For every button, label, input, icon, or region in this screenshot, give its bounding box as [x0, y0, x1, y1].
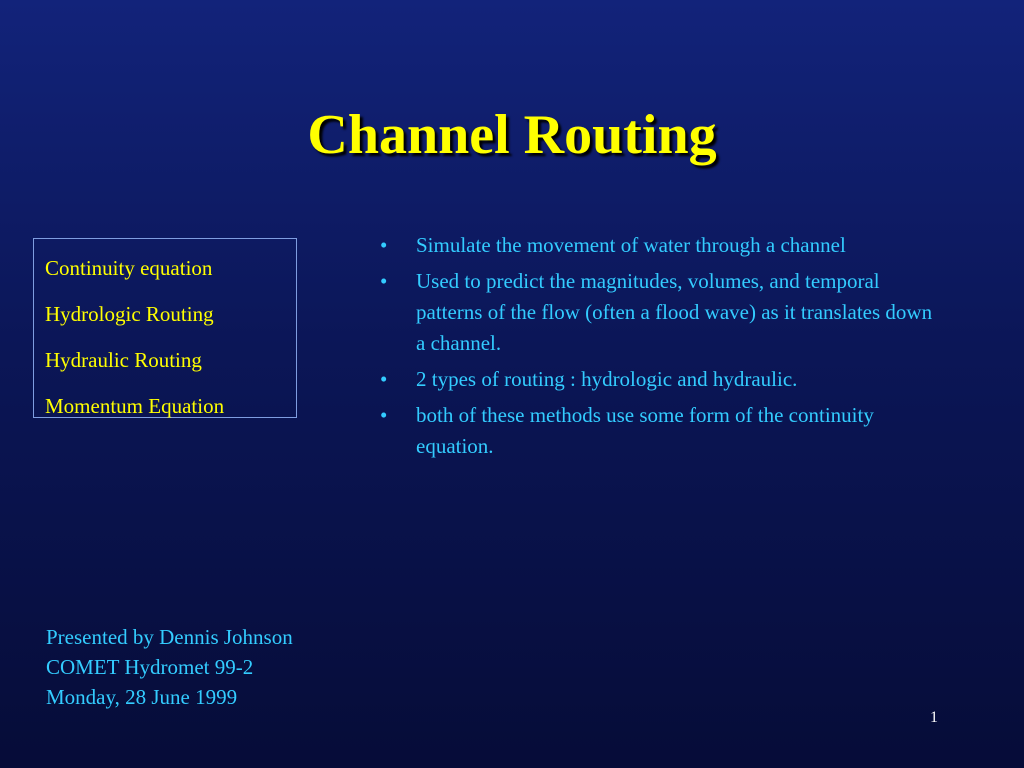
bullet-dot-icon: •: [380, 403, 388, 427]
bullet-dot-icon: •: [380, 233, 388, 257]
bullet-text: 2 types of routing : hydrologic and hydraulic.: [416, 367, 798, 391]
bullet-list: [380, 230, 960, 467]
bullet-item: [380, 230, 960, 261]
topic-item-hydrologic: Hydrologic Routing: [45, 302, 214, 326]
slide-title: Channel Routing: [307, 104, 717, 166]
bullet-text: both of these methods use some form of the continuity equation.: [416, 403, 874, 458]
presenter-date: Monday, 28 June 1999: [46, 685, 238, 709]
bullet-item: [380, 400, 916, 462]
topic-item-continuity: Continuity equation: [45, 256, 213, 280]
page-number: 1: [930, 709, 938, 726]
bullet-item: [380, 266, 936, 359]
bullet-item: [380, 364, 960, 395]
bullet-dot-icon: •: [380, 269, 388, 293]
topic-item-momentum: Momentum Equation: [45, 394, 225, 418]
bullet-dot-icon: •: [380, 367, 388, 391]
topic-item-hydraulic: Hydraulic Routing: [45, 348, 202, 372]
presenter-event: COMET Hydromet 99-2: [46, 655, 254, 679]
presenter-info: [46, 622, 293, 712]
topics-box: [33, 238, 297, 418]
bullet-text: Simulate the movement of water through a channel: [416, 233, 846, 257]
bullet-text: Used to predict the magnitudes, volumes, and temporal patterns of the flow (often a flood wave) as it translates down a channel.: [416, 269, 933, 355]
presenter-name: Presented by Dennis Johnson: [46, 625, 293, 649]
